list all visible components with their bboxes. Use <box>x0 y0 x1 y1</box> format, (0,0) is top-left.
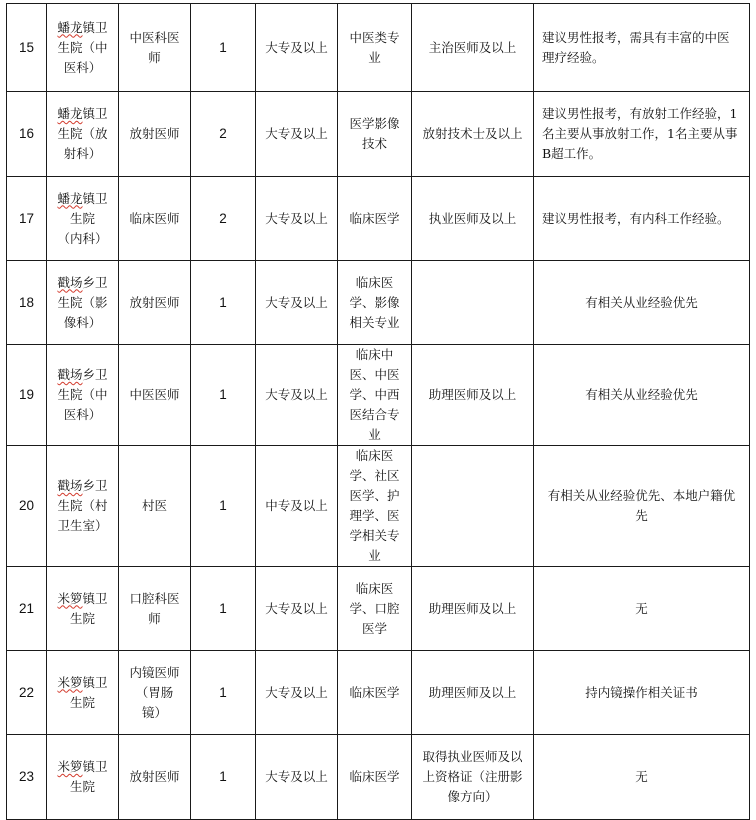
table-row <box>7 345 750 446</box>
position-name: 口腔科医师 <box>119 567 191 651</box>
position-name: 放射医师 <box>119 735 191 820</box>
table-row <box>7 261 750 345</box>
qualification-requirement: 取得执业医师及以上资格证（注册影像方向） <box>412 735 534 820</box>
table-row <box>7 446 750 567</box>
place-name: 米箩 <box>57 674 83 690</box>
hiring-unit <box>47 177 119 261</box>
row-number: 23 <box>7 735 47 820</box>
education-requirement: 大专及以上 <box>256 92 338 177</box>
qualification-requirement: 助理医师及以上 <box>412 651 534 735</box>
row-number: 18 <box>7 261 47 345</box>
row-number: 15 <box>7 4 47 92</box>
education-requirement: 大专及以上 <box>256 4 338 92</box>
qualification-requirement: 助理医师及以上 <box>412 567 534 651</box>
education-requirement: 大专及以上 <box>256 735 338 820</box>
other-notes: 无 <box>534 735 750 820</box>
qualification-requirement: 主治医师及以上 <box>412 4 534 92</box>
row-number: 20 <box>7 446 47 567</box>
position-name: 中医科医师 <box>119 4 191 92</box>
unit-suffix: 镇卫生院（放射科） <box>57 106 108 161</box>
place-name: 戳场 <box>57 367 83 382</box>
table-row <box>7 567 750 651</box>
major-requirement: 临床医学、影像相关专业 <box>338 261 412 345</box>
hiring-count: 1 <box>191 446 256 567</box>
qualification-requirement: 助理医师及以上 <box>412 345 534 446</box>
other-notes: 无 <box>534 567 750 651</box>
major-requirement: 临床医学 <box>338 735 412 820</box>
place-name: 蟠龙 <box>57 19 83 35</box>
position-name: 中医医师 <box>119 345 191 446</box>
hiring-unit <box>47 735 119 820</box>
hiring-unit <box>47 345 119 446</box>
major-requirement: 中医类专业 <box>338 4 412 92</box>
place-name: 戳场 <box>57 274 83 290</box>
unit-suffix: 乡卫生院（中医科） <box>57 367 108 422</box>
place-name: 米箩 <box>57 590 83 606</box>
education-requirement: 大专及以上 <box>256 261 338 345</box>
place-name: 蟠龙 <box>57 190 83 206</box>
unit-suffix: 镇卫生院 <box>69 759 108 794</box>
position-name: 放射医师 <box>119 92 191 177</box>
hiring-count: 1 <box>191 567 256 651</box>
major-requirement: 临床医学、口腔医学 <box>338 567 412 651</box>
hiring-unit <box>47 4 119 92</box>
other-notes: 持内镜操作相关证书 <box>534 651 750 735</box>
hiring-count: 1 <box>191 651 256 735</box>
table-row <box>7 735 750 820</box>
row-number: 19 <box>7 345 47 446</box>
position-name: 村医 <box>119 446 191 567</box>
qualification-requirement <box>412 261 534 345</box>
hiring-unit <box>47 446 119 567</box>
other-notes: 建议男性报考，有放射工作经验，1名主要从事放射工作，1名主要从事B超工作。 <box>534 92 750 177</box>
major-requirement: 临床中医、中医学、中西医结合专业 <box>338 345 412 446</box>
education-requirement: 大专及以上 <box>256 345 338 446</box>
unit-suffix: 镇卫生院 <box>69 590 108 626</box>
hiring-count: 1 <box>191 735 256 820</box>
unit-suffix: 镇卫生院 （内科） <box>57 190 108 246</box>
hiring-count: 1 <box>191 261 256 345</box>
row-number: 22 <box>7 651 47 735</box>
major-requirement: 临床医学 <box>338 177 412 261</box>
qualification-requirement: 放射技术士及以上 <box>412 92 534 177</box>
education-requirement: 大专及以上 <box>256 567 338 651</box>
hiring-unit <box>47 567 119 651</box>
major-requirement: 临床医学、社区医学、护理学、医学相关专业 <box>338 446 412 567</box>
hiring-count: 2 <box>191 92 256 177</box>
other-notes: 建议男性报考，有内科工作经验。 <box>534 177 750 261</box>
hiring-unit <box>47 92 119 177</box>
education-requirement: 大专及以上 <box>256 177 338 261</box>
unit-suffix: 镇卫生院（中医科） <box>57 19 108 75</box>
qualification-requirement <box>412 446 534 567</box>
qualification-requirement: 执业医师及以上 <box>412 177 534 261</box>
hiring-unit <box>47 651 119 735</box>
table-row <box>7 177 750 261</box>
position-name: 放射医师 <box>119 261 191 345</box>
other-notes: 有相关从业经验优先、本地户籍优先 <box>534 446 750 567</box>
table-row <box>7 92 750 177</box>
place-name: 蟠龙 <box>57 106 83 121</box>
other-notes: 有相关从业经验优先 <box>534 345 750 446</box>
education-requirement: 中专及以上 <box>256 446 338 567</box>
major-requirement: 医学影像技术 <box>338 92 412 177</box>
unit-suffix: 乡卫生院（村卫生室） <box>57 478 108 533</box>
place-name: 米箩 <box>57 759 83 774</box>
unit-suffix: 乡卫生院（影像科） <box>57 274 108 330</box>
position-name: 临床医师 <box>119 177 191 261</box>
table-row <box>7 651 750 735</box>
hiring-count: 1 <box>191 345 256 446</box>
hiring-count: 2 <box>191 177 256 261</box>
recruitment-table <box>6 3 750 820</box>
unit-suffix: 镇卫生院 <box>69 674 108 710</box>
hiring-unit <box>47 261 119 345</box>
education-requirement: 大专及以上 <box>256 651 338 735</box>
row-number: 17 <box>7 177 47 261</box>
major-requirement: 临床医学 <box>338 651 412 735</box>
row-number: 16 <box>7 92 47 177</box>
hiring-count: 1 <box>191 4 256 92</box>
other-notes: 建议男性报考，需具有丰富的中医理疗经验。 <box>534 4 750 92</box>
table-row <box>7 4 750 92</box>
row-number: 21 <box>7 567 47 651</box>
position-name: 内镜医师（胃肠镜） <box>119 651 191 735</box>
place-name: 戳场 <box>57 478 83 493</box>
other-notes: 有相关从业经验优先 <box>534 261 750 345</box>
